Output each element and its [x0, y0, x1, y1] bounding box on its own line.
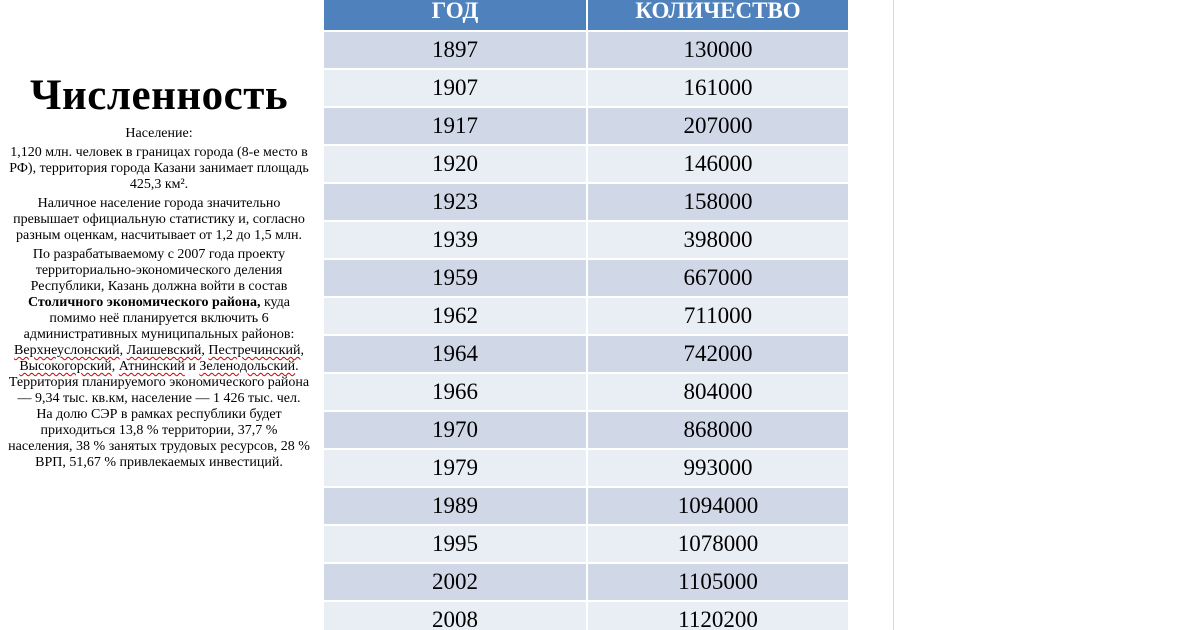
district-atninsky: Атнинский: [118, 359, 185, 374]
table-row: [324, 601, 848, 630]
table-row: [324, 69, 848, 107]
cell-count: 158000: [587, 183, 848, 221]
cell-count: 1094000: [587, 487, 848, 525]
cell-count: 1078000: [587, 525, 848, 563]
cell-year: 2002: [324, 563, 587, 601]
cell-count: 398000: [587, 221, 848, 259]
cell-year: 1917: [324, 107, 587, 145]
cell-count: 868000: [587, 411, 848, 449]
text-panel: [8, 72, 310, 474]
table-row: [324, 107, 848, 145]
cell-year: 1959: [324, 259, 587, 297]
district-laishevsky: Лаишевский: [126, 343, 202, 358]
district-zelenodolsky: Зеленодольский: [199, 359, 296, 374]
page-title: Численность: [29, 72, 289, 119]
bold-region-name: Столичного экономического района,: [27, 295, 261, 310]
paragraph-economic-region: [8, 247, 310, 471]
column-header-count: КОЛИЧЕСТВО: [587, 0, 848, 31]
cell-year: 1920: [324, 145, 587, 183]
separator: ,: [300, 343, 304, 358]
column-header-year: ГОД: [324, 0, 587, 31]
district-vysokogorsky: Высокогорский: [19, 359, 112, 374]
vertical-divider: [893, 0, 894, 630]
cell-count: 146000: [587, 145, 848, 183]
text-span: По разрабатываемому с 2007 года проекту территориально-экономического деления Республики, Казань должна войти в состав: [30, 247, 288, 294]
table-header-row: [324, 0, 848, 31]
table-row: [324, 563, 848, 601]
paragraph-actual-population: Наличное население города значительно превышает официальную статистику и, согласно разным оценкам, насчитывает от 1,2 до 1,5 млн.: [13, 196, 305, 243]
cell-year: 1970: [324, 411, 587, 449]
table-row: [324, 183, 848, 221]
table-row: [324, 373, 848, 411]
cell-count: 993000: [587, 449, 848, 487]
cell-year: 1923: [324, 183, 587, 221]
cell-count: 1105000: [587, 563, 848, 601]
cell-year: 1962: [324, 297, 587, 335]
cell-count: 804000: [587, 373, 848, 411]
table-row: [324, 487, 848, 525]
cell-year: 1995: [324, 525, 587, 563]
table-row: [324, 525, 848, 563]
cell-year: 1897: [324, 31, 587, 69]
cell-count: 742000: [587, 335, 848, 373]
table-row: [324, 411, 848, 449]
text-span: . Территория планируемого экономического района — 9,34 тыс. кв.км, население — 1 426 тыс. чел. На долю СЭР в рамках республики будет приходиться 13,8 % территории, 37,7 % населения, 38 % занятых трудовых ресурсов, 28 % ВРП, 51,67 % привлекаемых инвестиций.: [8, 359, 310, 470]
district-pestrechinsky: Пестречинский: [208, 343, 301, 358]
table-row: [324, 297, 848, 335]
separator: ,: [111, 359, 119, 374]
table-row: [324, 31, 848, 69]
population-table: [324, 0, 848, 630]
population-table-container: [324, 0, 848, 630]
text-span: куда помимо неё планируется включить 6 административных муниципальных районов:: [23, 295, 295, 342]
table-row: [324, 145, 848, 183]
cell-year: 1966: [324, 373, 587, 411]
table-row: [324, 335, 848, 373]
table-body: [324, 31, 848, 630]
cell-year: 1964: [324, 335, 587, 373]
separator: ,: [119, 343, 127, 358]
cell-count: 711000: [587, 297, 848, 335]
cell-year: 1907: [324, 69, 587, 107]
cell-year: 1979: [324, 449, 587, 487]
cell-count: 667000: [587, 259, 848, 297]
table-row: [324, 221, 848, 259]
table-row: [324, 259, 848, 297]
cell-year: 1939: [324, 221, 587, 259]
separator: ,: [201, 343, 209, 358]
cell-count: 207000: [587, 107, 848, 145]
paragraph-population: 1,120 млн. человек в границах города (8-е место в РФ), территория города Казани занимает площадь 425,3 км².: [9, 145, 309, 192]
cell-year: 2008: [324, 601, 587, 630]
cell-count: 1120200: [587, 601, 848, 630]
district-verkhneuslonsky: Верхнеуслонский: [14, 343, 120, 358]
separator: и: [184, 359, 200, 374]
paragraph-population-label: Население:: [125, 126, 193, 141]
table-row: [324, 449, 848, 487]
cell-year: 1989: [324, 487, 587, 525]
cell-count: 161000: [587, 69, 848, 107]
cell-count: 130000: [587, 31, 848, 69]
